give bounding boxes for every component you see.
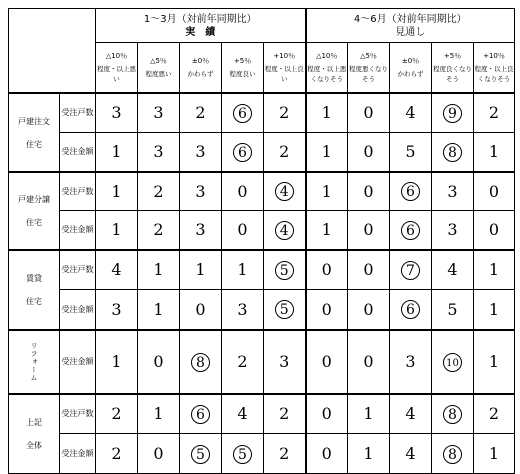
column-header-desc: 程度悪くなりそう [349, 64, 388, 83]
value-cell: 0 [348, 330, 390, 394]
header-forecast-period: 4～6月（対前年同期比） [353, 13, 467, 25]
value-cell: 1 [306, 211, 348, 250]
value-cell [432, 93, 474, 133]
circled-value: 7 [401, 261, 420, 280]
value-cell: 1 [474, 133, 515, 172]
value-cell: 2 [138, 211, 180, 250]
value-cell: 3 [180, 172, 222, 211]
value-cell: 0 [306, 290, 348, 330]
circled-value: 6 [401, 221, 420, 240]
group-label-top: 賃貸 [9, 250, 60, 290]
value-cell: 1 [348, 394, 390, 434]
value-cell: 3 [222, 290, 264, 330]
value-cell: 1 [138, 394, 180, 434]
value-cell: 4 [222, 394, 264, 434]
circled-value: 8 [443, 143, 462, 162]
value-cell: 0 [306, 434, 348, 474]
column-header-desc: 程度・以上悪い [97, 64, 136, 83]
header-actual [96, 9, 306, 43]
value-cell: 4 [432, 250, 474, 290]
value-cell: 1 [96, 330, 138, 394]
value-cell [222, 93, 264, 133]
column-header-right-1 [348, 43, 390, 93]
column-header-pct: +5％ [443, 51, 462, 60]
value-cell: 1 [306, 172, 348, 211]
value-cell: 2 [264, 434, 306, 474]
column-header-desc: 程度良い [229, 69, 256, 78]
circled-value: 5 [275, 261, 294, 280]
column-header-desc: かわらず [187, 69, 214, 78]
value-cell: 3 [96, 290, 138, 330]
column-header-pct: △5％ [360, 51, 377, 60]
circled-value: 4 [275, 182, 294, 201]
value-cell: 0 [348, 133, 390, 172]
group-label-bottom: 全体 [9, 434, 60, 474]
value-cell [432, 133, 474, 172]
value-cell [264, 290, 306, 330]
row-label: 受注金額 [60, 211, 96, 250]
value-cell [222, 434, 264, 474]
value-cell [222, 133, 264, 172]
table-row [9, 211, 515, 250]
value-cell: 1 [96, 211, 138, 250]
value-cell: 0 [222, 211, 264, 250]
value-cell [180, 434, 222, 474]
value-cell [180, 330, 222, 394]
group-label-top: 戸建注文 [9, 93, 60, 133]
column-header-pct: ±0％ [401, 56, 420, 65]
value-cell [264, 172, 306, 211]
value-cell [390, 250, 432, 290]
value-cell [264, 211, 306, 250]
value-cell: 1 [474, 290, 515, 330]
value-cell: 2 [264, 133, 306, 172]
column-header-desc: 程度・以上悪くなりそう [307, 64, 347, 83]
value-cell [264, 250, 306, 290]
value-cell: 0 [222, 172, 264, 211]
header-actual-label: 実 績 [185, 26, 216, 38]
circled-value: 5 [275, 300, 294, 319]
value-cell: 2 [96, 434, 138, 474]
value-cell: 1 [96, 133, 138, 172]
value-cell: 3 [432, 172, 474, 211]
value-cell: 2 [264, 93, 306, 133]
value-cell: 0 [138, 330, 180, 394]
column-header-pct: △5％ [150, 56, 167, 65]
value-cell: 3 [180, 211, 222, 250]
column-header-desc: 程度・以上良い [264, 64, 304, 83]
row-label: 受注戸数 [60, 394, 96, 434]
column-header-pct: ±0％ [191, 56, 210, 65]
column-header-pct: +5％ [233, 56, 252, 65]
column-header-desc: 程度良くなりそう [433, 64, 472, 83]
value-cell: 0 [348, 211, 390, 250]
value-cell [432, 394, 474, 434]
value-cell: 4 [390, 394, 432, 434]
value-cell: 1 [474, 434, 515, 474]
circled-value: 4 [275, 221, 294, 240]
circled-value: 8 [191, 353, 210, 372]
value-cell: 3 [138, 133, 180, 172]
circled-value: 8 [443, 445, 462, 464]
value-cell: 3 [432, 211, 474, 250]
table-row [9, 172, 515, 211]
column-header-pct: △10％ [316, 51, 338, 60]
column-header-left-0 [96, 43, 138, 93]
group-label-top: 上記 [9, 394, 60, 434]
value-cell: 2 [138, 172, 180, 211]
corner-cell [9, 9, 96, 93]
value-cell: 4 [96, 250, 138, 290]
group-label-top: 戸建分譲 [9, 172, 60, 211]
value-cell: 3 [138, 93, 180, 133]
value-cell: 1 [138, 290, 180, 330]
value-cell: 0 [306, 250, 348, 290]
group-label: リフォーム [9, 330, 60, 394]
column-header-desc: かわらず [397, 69, 424, 78]
value-cell [390, 211, 432, 250]
circled-value: 10 [443, 353, 462, 372]
value-cell [390, 290, 432, 330]
value-cell: 1 [474, 250, 515, 290]
value-cell: 1 [222, 250, 264, 290]
circled-value: 8 [443, 405, 462, 424]
column-header-right-0 [306, 43, 348, 93]
table-row [9, 330, 515, 394]
group-label-bottom: 住宅 [9, 290, 60, 330]
value-cell: 2 [222, 330, 264, 394]
value-cell: 1 [348, 434, 390, 474]
circled-value: 9 [443, 104, 462, 123]
value-cell: 1 [306, 93, 348, 133]
value-cell [390, 172, 432, 211]
row-label: 受注金額 [60, 330, 96, 394]
row-label: 受注戸数 [60, 93, 96, 133]
value-cell: 4 [390, 93, 432, 133]
table-row [9, 250, 515, 290]
circled-value: 6 [401, 300, 420, 319]
column-header-left-3 [222, 43, 264, 93]
value-cell: 0 [348, 290, 390, 330]
table-row [9, 290, 515, 330]
table-row [9, 434, 515, 474]
column-header-desc: 程度悪い [145, 69, 172, 78]
value-cell [432, 434, 474, 474]
circled-value: 6 [191, 405, 210, 424]
value-cell: 1 [474, 330, 515, 394]
value-cell: 0 [138, 434, 180, 474]
column-header-pct: +10％ [483, 51, 505, 60]
column-header-right-3 [432, 43, 474, 93]
table-row [9, 394, 515, 434]
value-cell: 3 [390, 330, 432, 394]
row-label: 受注金額 [60, 434, 96, 474]
column-header-right-2 [390, 43, 432, 93]
circled-value: 6 [233, 143, 252, 162]
value-cell: 0 [348, 93, 390, 133]
circled-value: 6 [401, 182, 420, 201]
column-header-pct: +10％ [273, 51, 296, 60]
value-cell: 2 [474, 93, 515, 133]
header-actual-period: 1～3月（対前年同期比） [143, 13, 257, 25]
value-cell: 3 [180, 133, 222, 172]
column-header-left-2 [180, 43, 222, 93]
value-cell: 0 [306, 394, 348, 434]
header-forecast-label: 見通し [395, 26, 426, 38]
value-cell: 0 [180, 290, 222, 330]
row-label: 受注金額 [60, 133, 96, 172]
value-cell: 5 [390, 133, 432, 172]
value-cell: 1 [96, 172, 138, 211]
value-cell: 3 [264, 330, 306, 394]
column-header-left-4 [264, 43, 306, 93]
circled-value: 5 [191, 445, 210, 464]
row-label: 受注戸数 [60, 172, 96, 211]
value-cell: 0 [348, 172, 390, 211]
group-label-bottom: 住宅 [9, 211, 60, 250]
value-cell [432, 330, 474, 394]
value-cell: 2 [96, 394, 138, 434]
circled-value: 6 [233, 104, 252, 123]
value-cell: 1 [138, 250, 180, 290]
value-cell: 4 [390, 434, 432, 474]
table-row [9, 133, 515, 172]
value-cell: 0 [474, 211, 515, 250]
column-header-desc: 程度・以上良くなりそう [474, 64, 514, 83]
column-header-pct: △10％ [105, 51, 128, 60]
value-cell: 3 [96, 93, 138, 133]
survey-table [8, 8, 515, 474]
column-header-left-1 [138, 43, 180, 93]
value-cell: 1 [180, 250, 222, 290]
value-cell: 2 [264, 394, 306, 434]
value-cell: 0 [306, 330, 348, 394]
value-cell: 0 [474, 172, 515, 211]
circled-value: 5 [233, 445, 252, 464]
row-label: 受注戸数 [60, 250, 96, 290]
value-cell [180, 394, 222, 434]
value-cell: 1 [306, 133, 348, 172]
value-cell: 0 [348, 250, 390, 290]
value-cell: 2 [180, 93, 222, 133]
row-label: 受注金額 [60, 290, 96, 330]
table-row [9, 93, 515, 133]
group-label-bottom: 住宅 [9, 133, 60, 172]
value-cell: 2 [474, 394, 515, 434]
column-header-right-4 [474, 43, 515, 93]
value-cell: 5 [432, 290, 474, 330]
header-forecast [306, 9, 515, 43]
